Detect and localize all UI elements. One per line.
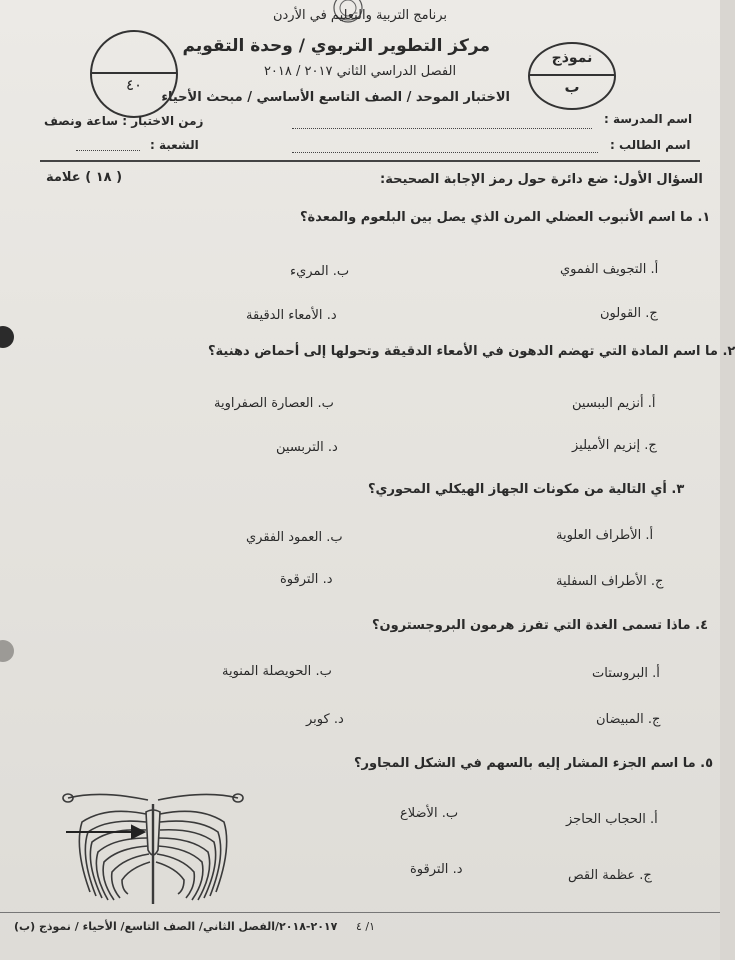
option-d[interactable]: د. كوبر bbox=[306, 712, 344, 727]
option-a[interactable]: أ. أنزيم الببسين bbox=[572, 396, 656, 411]
question-one-title: السؤال الأول: ضع دائرة حول رمز الإجابة الصحيحة: bbox=[380, 172, 703, 187]
semester-line: الفصل الدراسي الثاني ٢٠١٧ / ٢٠١٨ bbox=[263, 64, 457, 79]
question-one-marks: ( ١٨ ) علامة bbox=[46, 170, 123, 185]
option-b[interactable]: ب. الحويصلة المنوية bbox=[222, 664, 332, 679]
punch-hole bbox=[0, 640, 14, 662]
program-header: برنامج التربية والتعليم في الأردن bbox=[272, 8, 448, 23]
section-field[interactable] bbox=[76, 150, 140, 151]
option-a[interactable]: أ. البروستات bbox=[592, 666, 660, 681]
question-text: ٣. أي التالية من مكونات الجهاز الهيكلي المحوري؟ bbox=[368, 482, 685, 497]
school-name-field[interactable] bbox=[292, 128, 592, 129]
option-b[interactable]: ب. العصارة الصفراوية bbox=[214, 396, 334, 411]
exam-title: الاختبار الموحد / الصف التاسع الأساسي / مبحث الأحياء bbox=[161, 90, 510, 105]
question-text: ١. ما اسم الأنبوب العضلي المرن الذي يصل بين البلعوم والمعدة؟ bbox=[300, 210, 711, 225]
option-d[interactable]: د. الأمعاء الدقيقة bbox=[246, 308, 337, 323]
question-text: ٢. ما اسم المادة التي تهضم الدهون في الأمعاء الدقيقة وتحولها إلى أحماض دهنية؟ bbox=[208, 344, 735, 359]
total-score-circle bbox=[90, 30, 178, 118]
model-label: نموذج bbox=[551, 50, 593, 66]
student-name-field[interactable] bbox=[292, 152, 598, 153]
model-circle bbox=[528, 42, 616, 110]
center-name: مركز التطوير التربوي / وحدة التقويم bbox=[182, 36, 490, 56]
total-score: ٤٠ bbox=[125, 76, 143, 94]
section-label: الشعبة : bbox=[150, 138, 199, 152]
header-divider bbox=[40, 160, 700, 162]
option-c[interactable]: ج. الأطراف السفلية bbox=[556, 574, 664, 589]
option-c[interactable]: ج. القولون bbox=[600, 306, 658, 321]
page-number: ١/ ٤ bbox=[356, 920, 376, 933]
school-name-label: اسم المدرسة : bbox=[604, 112, 693, 126]
option-b[interactable]: ب. العمود الفقري bbox=[246, 530, 343, 545]
question-text: ٥. ما اسم الجزء المشار إليه بالسهم في الشكل المجاور؟ bbox=[354, 756, 714, 771]
model-value: ب bbox=[564, 78, 580, 96]
option-b[interactable]: ب. الأضلاع bbox=[400, 806, 459, 821]
rib-cage-figure bbox=[60, 788, 246, 910]
option-c[interactable]: ج. المبيضان bbox=[596, 712, 661, 727]
student-name-label: اسم الطالب : bbox=[610, 138, 691, 152]
option-c[interactable]: ج. إنزيم الأميليز bbox=[572, 438, 657, 453]
option-c[interactable]: ج. عظمة القص bbox=[568, 868, 652, 883]
option-d[interactable]: د. الترقوة bbox=[410, 862, 463, 877]
option-a[interactable]: أ. الحجاب الحاجز bbox=[566, 812, 658, 827]
question-text: ٤. ماذا تسمى الغدة التي تفرز هرمون البروجسترون؟ bbox=[372, 618, 708, 633]
option-d[interactable]: د. التربسين bbox=[276, 440, 338, 455]
exam-time: زمن الاختبار : ساعة ونصف bbox=[44, 114, 204, 128]
option-a[interactable]: أ. الأطراف العلوية bbox=[556, 528, 654, 543]
footer-rule bbox=[0, 912, 720, 913]
option-a[interactable]: أ. التجويف الفموي bbox=[560, 262, 659, 277]
option-d[interactable]: د. الترقوة bbox=[280, 572, 333, 587]
option-b[interactable]: ب. المريء bbox=[290, 264, 350, 279]
footer-course-info: ٢٠١٧-٢٠١٨/الفصل الثاني/ الصف التاسع/ الأحياء / نموذج (ب) bbox=[14, 920, 338, 933]
punch-hole bbox=[0, 326, 14, 348]
